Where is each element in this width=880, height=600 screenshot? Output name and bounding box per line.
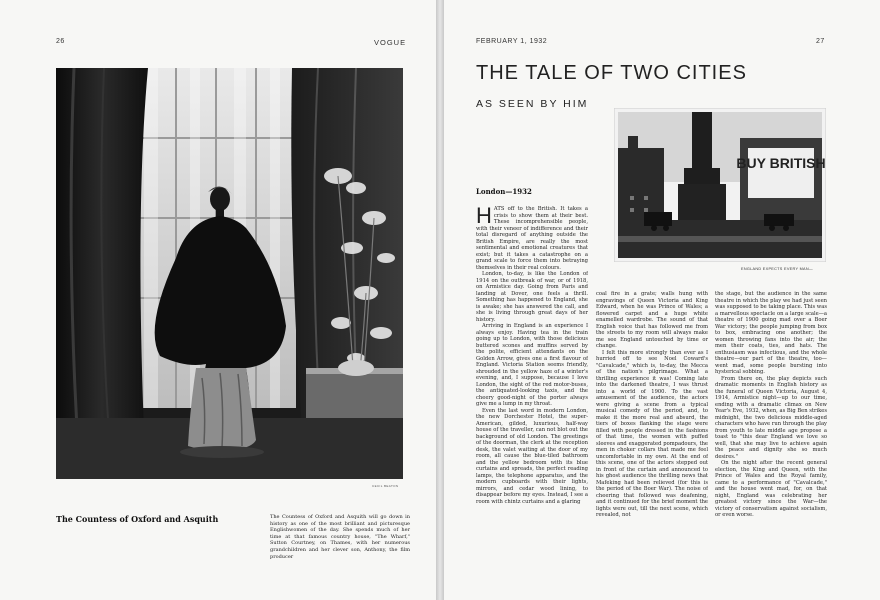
section-heading: London—1932 bbox=[476, 187, 532, 196]
paragraph: From there on, the play depicts such dramatic moments in English history as the funeral of Queen Victoria, August 4, 1914, Armistice night—up to our time, ending with a dramatic climax on New Year's Eve, 1932, when, as Big Ben strikes midnight, the two delicious middle-aged characters who have run through the play from youth to late middle age propose a toast to "this dear England we love so well, that she may live to achieve again the peace and dignity she so much desires." bbox=[715, 375, 827, 460]
paragraph: I felt this more strongly than ever as I hurried off to see Noel Coward's "Cavalcade," which is, to-day, the Mecca of the nation's pilgrimage. What a thrilling experience it was! Coming late into the darkened theatre, I was thrust into a world of 1900. To the vast amusement of the audience, the actors were giving a scene from a typical musical comedy of the period, and, to make it the more real and absurd, the tiers of boxes flanking the stage were filled with people dressed in the fashions of that time, the women with puffed sleeves and exaggerated pompadours, the men in choker collars that made me feel uncomfortable in my own. At the end of this scene, one of the actors stepped out in front of the curtain and announced to his ghost audience the thrilling news that Mafeking had been relieved (for this is the period of the Boer War). The noise of cheering that followed was deafening, and it continued for the brief moment the lights were out, till the next scene, which revealed, not bbox=[596, 349, 708, 518]
paragraph: Even the last word in modern London, the new Dorchester Hotel, the super-American, gilded, luxurious, half-way house of the traveller, can not blot out the background of old London. The greetings of the doorman, the clerk at the reception desk, the valet waiting at the door of my room, all cause the blue-tiled bathroom and the yellow bedroom with its blue curtains and spreads, the perfect reading lamps, the telephone apparatus, and the modern cupboards with their lights, mirrors, and cedar wood lining, to disappear before my eyes. Instead, I see a room with chintz curtains and a glaring bbox=[476, 407, 588, 505]
caption-text: The Countess of Oxford and Asquith will go down in history as one of the most brilliant and picturesque Englishwomen of the day. She spends much of her time at that famous country house, "The Wharf," Sutton Courtney, on Thames, with her numerous grandchildren and her clever son, Anthony, the film producer bbox=[270, 514, 410, 560]
article-column-2 bbox=[596, 291, 708, 591]
article-title: THE TALE OF TWO CITIES bbox=[476, 62, 747, 84]
page-number-left: 26 bbox=[56, 38, 65, 45]
countess-portrait-photo bbox=[56, 68, 403, 479]
article-column-1 bbox=[476, 206, 588, 592]
page-number-right: 27 bbox=[816, 38, 825, 45]
magazine-name: VOGUE bbox=[374, 38, 407, 47]
paragraph: On the night after the recent general election, the King and Queen, with the Prince of Wales and the Royal family, came to a performance of "Cavalcade," and the house went mad, for, on that night, England was celebrating her greatest victory since the War—the victory of conservatism against socialism, or even worse. bbox=[715, 460, 827, 518]
paragraph: ATS off to the British. It takes a crisis to show them at their best. These incomprehensible people, with their veneer of indifference and their total disregard of anything outside the British Empire, are really the most sentimental and emotional creatures that exist; but it takes a catastrophe on a grand scale to force them into betraying themselves in their real colours. bbox=[476, 206, 588, 271]
drop-cap: H bbox=[476, 206, 492, 228]
article-column-3 bbox=[715, 291, 827, 591]
paragraph: the stage, but the audience in the same theatre in which the play we had just seen was supposed to be taking place. This was a marvellous spectacle on a large scale—a theatre of 1900 going mad over a Boer War victory; the people jumping from box to box, embracing one another; the women throwing fans into the air; the men their coats, ties, and hats. The enthusiasm was infectious, and the whole theatre—our part of the theatre, too—went mad, some people bursting into hysterical sobbing. bbox=[715, 291, 827, 375]
illustration-caption: ENGLAND EXPECTS EVERY MAN— bbox=[741, 267, 814, 271]
photo-credit: CECIL BEATON bbox=[372, 484, 399, 488]
buy-british-sign: BUY BRITISH bbox=[736, 155, 826, 171]
paragraph: Arriving in England is an experience I always enjoy. Having tea in the train going up to London, with those delicious buttered scones and muffins served by the polite, efficient attendants on the Golden Arrow, gives one a first flavour of England. Victoria Station seems friendly, shrouded in the yellow haze of a winter's evening, and, I suppose, because I love London, the sight of the red motor-buses, the antiquated-looking taxis, and the cheery good-night of the porter always give me a lump in my throat. bbox=[476, 323, 588, 407]
london-illustration bbox=[614, 108, 826, 262]
caption-title: The Countess of Oxford and Asquith bbox=[56, 514, 219, 524]
page-gutter bbox=[436, 0, 444, 600]
paragraph: London, to-day, is like the London of 1914 on the outbreak of war, or of 1918, on Armistice day. Going from Paris and landing at Dover, one feels a thrill. Something has happened to England, she is awake; she has answered the call, and she is living through great days of her history. bbox=[476, 271, 588, 323]
article-subtitle: AS SEEN BY HIM bbox=[476, 98, 589, 110]
paragraph: coal fire in a grate; walls hung with engravings of Queen Victoria and King Edward, when he was Prince of Wales; a flowered carpet and a huge white enamelled wardrobe. The sound of that English voice that has followed me from the streets to my room will always make me see England untouched by time or change. bbox=[596, 291, 708, 349]
issue-date: FEBRUARY 1, 1932 bbox=[476, 38, 548, 45]
left-page bbox=[0, 0, 436, 600]
